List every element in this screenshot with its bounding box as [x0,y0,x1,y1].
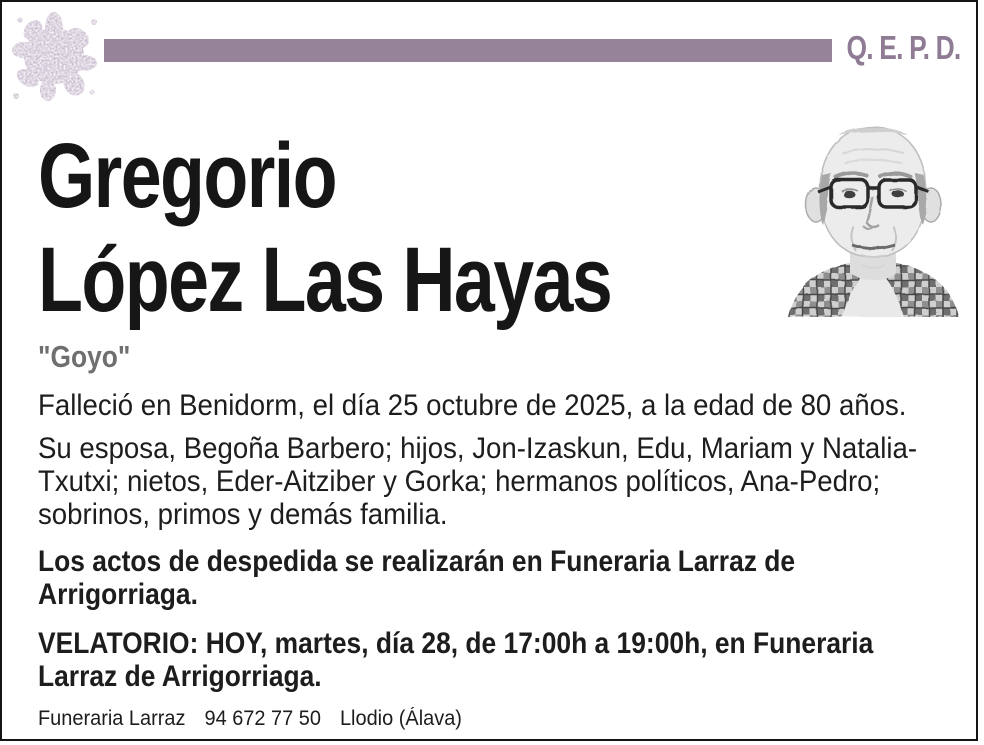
qepd-label-text: Q. E. P. D. [846,29,960,66]
death-notice-text: Falleció en Benidorm, el día 25 octubre de 2025, a la edad de 80 años. [38,389,907,422]
family-line: sobrinos, primos y demás familia. [38,498,448,531]
deceased-name [38,124,755,332]
name-line-1: Gregorio [38,125,336,227]
deceased-portrait-image [782,105,965,317]
funeral-home-footer [38,707,484,731]
family-line: Txutxi; nietos, Eder-Aitziber y Gorka; hermanos políticos, Ana-Pedro; [38,465,881,498]
family-text [38,432,978,531]
funeral-home-name: Funeraria Larraz [38,707,186,730]
farewell-line: Arrigorriaga. [38,578,198,611]
name-line-2: López Las Hayas [38,229,612,331]
header-divider-bar [104,39,832,62]
wake-text [38,627,978,693]
family-line: Su esposa, Begoña Barbero; hijos, Jon-Izaskun, Edu, Mariam y Natalia- [38,432,918,465]
nickname: "Goyo" [38,339,131,374]
funeral-home-phone: 94 672 77 50 [204,707,321,730]
wake-line: Larraz de Arrigorriaga. [38,660,322,693]
farewell-text [38,545,898,611]
farewell-line: Los actos de despedida se realizarán en Funeraria Larraz de [38,545,796,578]
qepd-label [818,31,960,64]
wake-line: VELATORIO: HOY, martes, día 28, de 17:00h a 19:00h, en Funeraria [38,627,874,660]
floral-ornament-image [8,8,102,102]
funeral-home-city: Llodio (Álava) [339,707,462,730]
